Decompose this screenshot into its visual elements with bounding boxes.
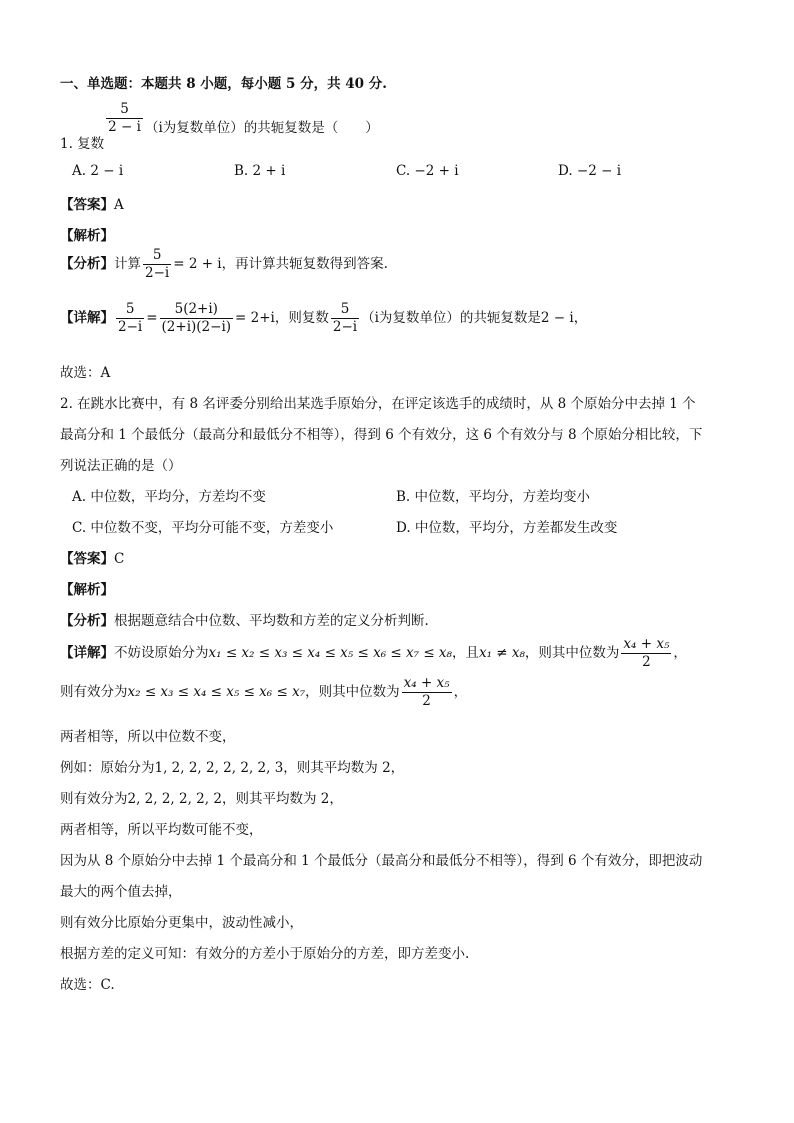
q2-median-fraction-2 [402,675,452,710]
q1-fenxi-tag: 【分析】 [60,255,114,272]
q2-line-3: 两者相等，所以中位数不变， [60,729,236,745]
q1-xj-fraction-3 [331,301,359,336]
q2-option-d: D. 中位数，平均分，方差都发生改变 [396,520,618,536]
q2-xiangjie-tag: 【详解】 [60,644,114,661]
q2-xj-l2-pre: 则有效分为 [60,683,128,700]
q2-conclusion: 故选：C. [60,977,115,993]
q1-xj-f2-den: (2+i)(2−i) [161,318,232,335]
q1-xj-f1-num: 5 [125,301,135,317]
q2-xj-l1-post: ，则其中位数为 [524,644,620,661]
q2-line-5 [60,787,343,807]
q2-med1-num: x₄ + x₅ [623,636,670,652]
q1-xj-text2: （i为复数单位）的共轭复数是 [361,309,541,326]
q1-fraction [106,101,143,136]
q1-conclusion: 故选：A [60,365,111,381]
q1-xiangjie-tag: 【详解】 [60,309,114,326]
q2-med2-num: x₄ + x₅ [403,675,450,691]
q1-xiangjie-line: 【详解】 $\frac{5}{2-i}$ = $\frac{5(2+i)}{(2+i)(2-i)}$ = 2+i，则复数 $\frac{5}{2-i}$ （i为复数单位）的共轭复数是2 − i， [60,301,588,335]
q1-xj-result: = 2+i [235,309,275,326]
q1-xj-f3-num: 5 [340,301,350,317]
q2-xj-l2-seq: x₂ ≤ x₃ ≤ x₄ ≤ x₅ ≤ x₆ ≤ x₇ [127,683,306,700]
q2-xj-l2-end: ， [453,683,468,700]
q2-option-b: B. 中位数，平均分，方差均变小 [396,489,591,505]
q2-option-c: C. 中位数不变，平均分可能不变，方差变小 [72,520,334,536]
q1-analysis-tag: 【解析】 [60,228,114,244]
q2-l4-seq: 1, 2, 2, 2, 2, 2, 2, 3 [154,760,284,776]
q1-fenxi-mid: = 2 + i [173,255,222,272]
q1-xj-f3-den: 2−i [332,318,358,335]
q2-xj-l1-end: ， [673,644,687,661]
q1-fenxi-fraction [143,247,171,282]
q1-fenxi-num: 5 [152,247,162,263]
q2-xj-l1-mid: ，且 [451,644,479,661]
q2-answer-tag: 【答案】 [60,551,114,567]
q2-fenxi-line [60,609,429,629]
q2-xiangjie-line-2 [60,675,467,710]
q1-fenxi-line [60,247,388,282]
q2-answer: C [114,551,125,567]
q2-option-a: A. 中位数，平均分，方差均不变 [72,489,266,505]
q2-l4-post: ，则其平均数为 2， [283,760,405,776]
q2-line-6: 两者相等，所以平均数可能不变， [60,822,263,838]
q1-stem [60,101,379,152]
q1-option-c: C. −2 + i [396,163,459,179]
q1-prefix: 1. 复数 [60,135,105,152]
q2-line-8: 最大的两个值去掉， [60,884,182,900]
q2-line-10: 根据方差的定义可知：有效分的方差小于原始分的方差，即方差变小. [60,946,470,962]
q2-answer-line [60,547,124,567]
q1-frac-den: 2 − i [108,118,141,135]
q1-xj-fraction-1 [116,301,144,336]
q1-fenxi-den: 2−i [145,264,170,281]
q2-med1-den: 2 [621,653,671,671]
q2-stem-line-2: 最高分和 1 个最低分（最高分和最低分不相等），得到 6 个有效分，这 6 个有效分与 8 个原始分相比较，下 [60,427,703,443]
q2-line-9: 则有效分比原始分更集中，波动性减小， [60,915,303,931]
q2-l5-post: ，则其平均数为 2， [221,791,343,807]
q1-option-a: A. 2 − i [72,163,124,179]
q2-xiangjie-line-1 [60,636,687,671]
q2-xj-l1-neq: x₁ ≠ x₈ [478,644,525,661]
q2-fenxi-tag: 【分析】 [60,613,114,629]
q1-xj-end: ， [573,309,588,326]
q2-line-7: 因为从 8 个原始分中去掉 1 个最高分和 1 个最低分（最高分和最低分不相等），得到 6 个有效分，即把波动 [60,853,703,869]
q1-xj-f1-den: 2−i [118,318,143,335]
q1-xj-text1: ，则复数 [274,309,329,326]
q2-analysis-tag: 【解析】 [60,582,114,598]
q1-answer-line [60,193,124,213]
q2-l5-pre: 则有效分为 [60,791,128,807]
q2-l4-pre: 例如：原始分为 [60,760,155,776]
q2-xj-l1-pre: 不妨设原始分为 [114,644,209,661]
q1-fenxi-pre: 计算 [114,255,141,272]
q1-answer-tag: 【答案】 [60,197,114,213]
q2-fenxi-text: 根据题意结合中位数、平均数和方差的定义分析判断. [114,613,429,629]
q1-frac-num: 5 [120,101,129,117]
q2-stem-line-3: 列说法正确的是（） [60,458,182,474]
q2-xj-l2-post: ，则其中位数为 [305,683,400,700]
q1-option-d: D. −2 − i [558,163,622,179]
q2-xj-l1-seq: x₁ ≤ x₂ ≤ x₃ ≤ x₄ ≤ x₅ ≤ x₆ ≤ x₇ ≤ x₈ [208,644,452,661]
q1-xj-fraction-2 [160,301,234,336]
q2-line-4 [60,756,404,776]
q1-option-b: B. 2 + i [234,163,286,179]
q2-median-fraction-1 [621,636,671,671]
section-title: 一、单选题：本题共 8 小题，每小题 5 分，共 40 分. [60,76,387,92]
q1-fenxi-post: ，再计算共轭复数得到答案. [221,255,388,272]
q2-stem-line-1: 2. 在跳水比赛中，有 8 名评委分别给出某选手原始分，在评定该选手的成绩时，从 8 个原始分中去掉 1 个 [60,396,696,412]
q1-xj-f2-num: 5(2+i) [174,301,218,317]
q1-answer: A [114,197,124,213]
q2-l5-seq: 2, 2, 2, 2, 2, 2 [127,791,222,807]
q2-med2-den: 2 [402,692,452,710]
q1-suffix: （i为复数单位）的共轭复数是（ ） [144,119,379,136]
q1-xj-value: 2 − i [540,309,574,326]
